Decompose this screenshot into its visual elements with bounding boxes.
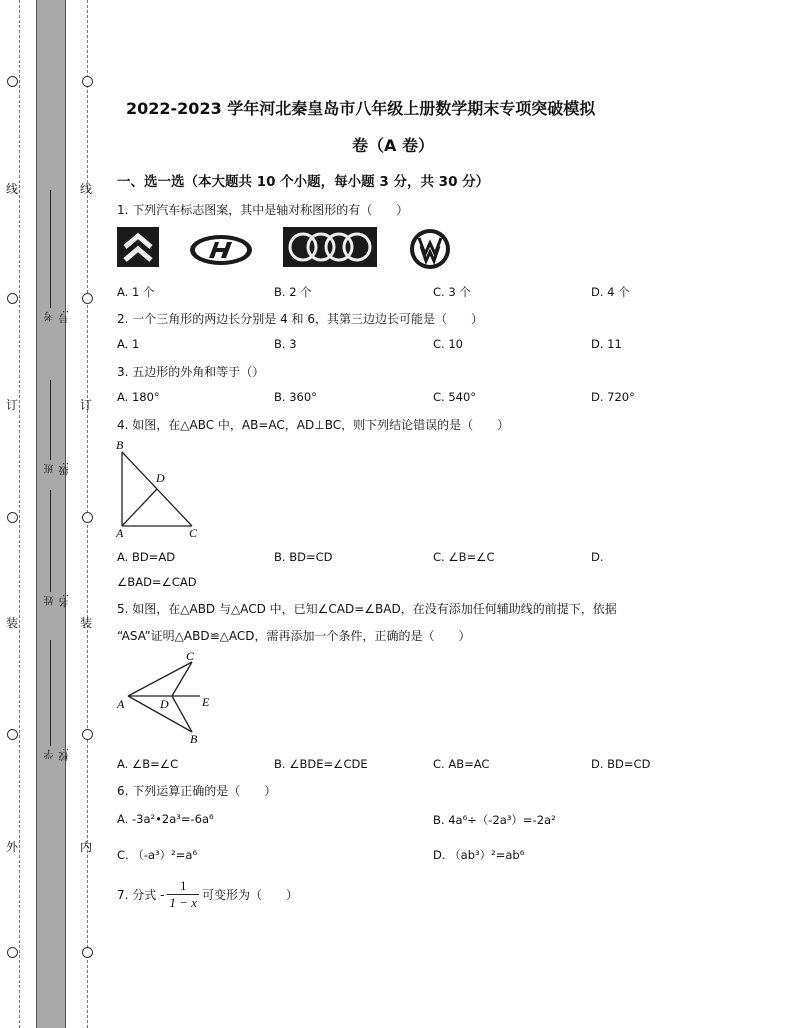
q5-option-d[interactable]: D. BD=CD xyxy=(591,757,651,771)
binding-hole xyxy=(82,76,93,87)
q5-option-a[interactable]: A. ∠B=∠C xyxy=(117,757,179,771)
side-char-xian: 线 xyxy=(80,182,93,196)
q4-option-d-text: ∠BAD=∠CAD xyxy=(117,575,197,589)
q6-option-a[interactable]: A. -3a²•2a³=-6a⁶ xyxy=(117,812,214,826)
citroen-logo xyxy=(117,227,159,271)
binding-hole xyxy=(7,293,18,304)
q1-option-a[interactable]: A. 1 个 xyxy=(117,285,155,299)
q1-option-d[interactable]: D. 4 个 xyxy=(591,285,630,299)
label-c: C xyxy=(186,649,195,663)
page-title: 2022-2023 学年河北秦皇岛市八年级上册数学期末专项突破模拟 xyxy=(126,99,596,118)
question-5-line2: “ASA”证明△ABD≌△ACD，需再添加一个条件，正确的是（ ） xyxy=(117,629,471,643)
question-3: 3. 五边形的外角和等于（） xyxy=(117,365,265,379)
section-heading: 一、选一选（本大题共 10 个小题，每小题 3 分，共 30 分） xyxy=(117,174,490,190)
binding-hole xyxy=(82,512,93,523)
q3-option-a[interactable]: A. 180° xyxy=(117,390,160,404)
volkswagen-logo xyxy=(408,228,452,274)
side-char-zhuang: 装 xyxy=(80,616,93,630)
question-5: 5. 如图，在△ABD 与△ACD 中，已知∠CAD=∠BAD，在没有添加任何辅助线的前提下，依据 xyxy=(117,602,617,616)
question-2: 2. 一个三角形的两边长分别是 4 和 6，其第三边边长可能是（ ） xyxy=(117,312,483,326)
question-7-suffix: 可变形为（ ） xyxy=(201,888,298,902)
triangle-abc-figure xyxy=(114,438,204,544)
side-char-zhuang: 装 xyxy=(6,616,19,630)
q6-option-b[interactable]: B. 4a⁶÷（-2a³）=-2a² xyxy=(433,813,556,827)
q3-option-c[interactable]: C. 540° xyxy=(433,390,477,404)
binding-hole xyxy=(82,293,93,304)
q2-option-b[interactable]: B. 3 xyxy=(274,337,297,351)
q1-option-c[interactable]: C. 3 个 xyxy=(433,285,471,299)
side-char-nei: 内 xyxy=(80,840,93,854)
question-4: 4. 如图，在△ABC 中，AB=AC，AD⊥BC，则下列结论错误的是（ ） xyxy=(117,418,510,432)
page-title-line2: 卷（A 卷） xyxy=(352,136,434,155)
label-b: B xyxy=(116,438,124,452)
binding-hole xyxy=(7,947,18,958)
q3-option-d[interactable]: D. 720° xyxy=(591,390,635,404)
label-b: B xyxy=(190,732,198,746)
school-label: 学校: xyxy=(45,748,71,762)
question-7-prefix: 7. 分式 - xyxy=(117,888,165,902)
q2-option-d[interactable]: D. 11 xyxy=(591,337,622,351)
q5-option-c[interactable]: C. AB=AC xyxy=(433,757,490,771)
fraction-numerator: 1 xyxy=(179,878,187,893)
label-c: C xyxy=(189,526,198,540)
class-label: 班级: xyxy=(45,462,71,476)
side-char-ding: 订 xyxy=(80,398,93,412)
q2-option-a[interactable]: A. 1 xyxy=(117,337,140,351)
q5-option-b[interactable]: B. ∠BDE=∠CDE xyxy=(274,757,368,771)
q6-option-c[interactable]: C. （-a³）²=a⁶ xyxy=(117,848,198,862)
label-e: E xyxy=(202,695,210,709)
q6-option-d[interactable]: D. （ab³）²=ab⁶ xyxy=(433,848,525,862)
binding-band xyxy=(36,0,66,1028)
fraction-denominator: 1 − x xyxy=(169,895,197,910)
q4-option-a[interactable]: A. BD=AD xyxy=(117,550,176,564)
label-d: D xyxy=(156,471,165,485)
binding-hole xyxy=(7,512,18,523)
q4-option-b[interactable]: B. BD=CD xyxy=(274,550,333,564)
binding-hole xyxy=(82,947,93,958)
q4-option-d[interactable]: D. xyxy=(591,550,604,564)
side-char-wai: 外 xyxy=(6,840,19,854)
label-d: D xyxy=(160,697,169,711)
side-char-ding: 订 xyxy=(6,398,19,412)
q4-option-c[interactable]: C. ∠B=∠C xyxy=(433,550,495,564)
label-a: A xyxy=(117,697,125,711)
side-char-xian: 线 xyxy=(6,182,19,196)
audi-logo xyxy=(283,227,377,271)
q3-option-b[interactable]: B. 360° xyxy=(274,390,317,404)
binding-hole xyxy=(82,729,93,740)
name-label: 姓名: xyxy=(45,594,71,608)
question-1: 1. 下列汽车标志图案，其中是轴对称图形的有（ ） xyxy=(117,203,409,217)
q2-option-c[interactable]: C. 10 xyxy=(433,337,463,351)
triangles-abd-acd-figure xyxy=(114,648,214,752)
q1-option-b[interactable]: B. 2 个 xyxy=(274,285,312,299)
question-7 xyxy=(117,878,298,911)
outer-cut-line xyxy=(19,0,20,1028)
binding-hole xyxy=(7,729,18,740)
binding-hole xyxy=(7,76,18,87)
exam-number-label: 考号: xyxy=(45,310,71,324)
fraction xyxy=(167,878,199,911)
binding-margin xyxy=(0,0,100,1028)
hyundai-logo xyxy=(188,233,254,271)
question-6: 6. 下列运算正确的是（ ） xyxy=(117,784,277,798)
label-a: A xyxy=(116,526,124,540)
